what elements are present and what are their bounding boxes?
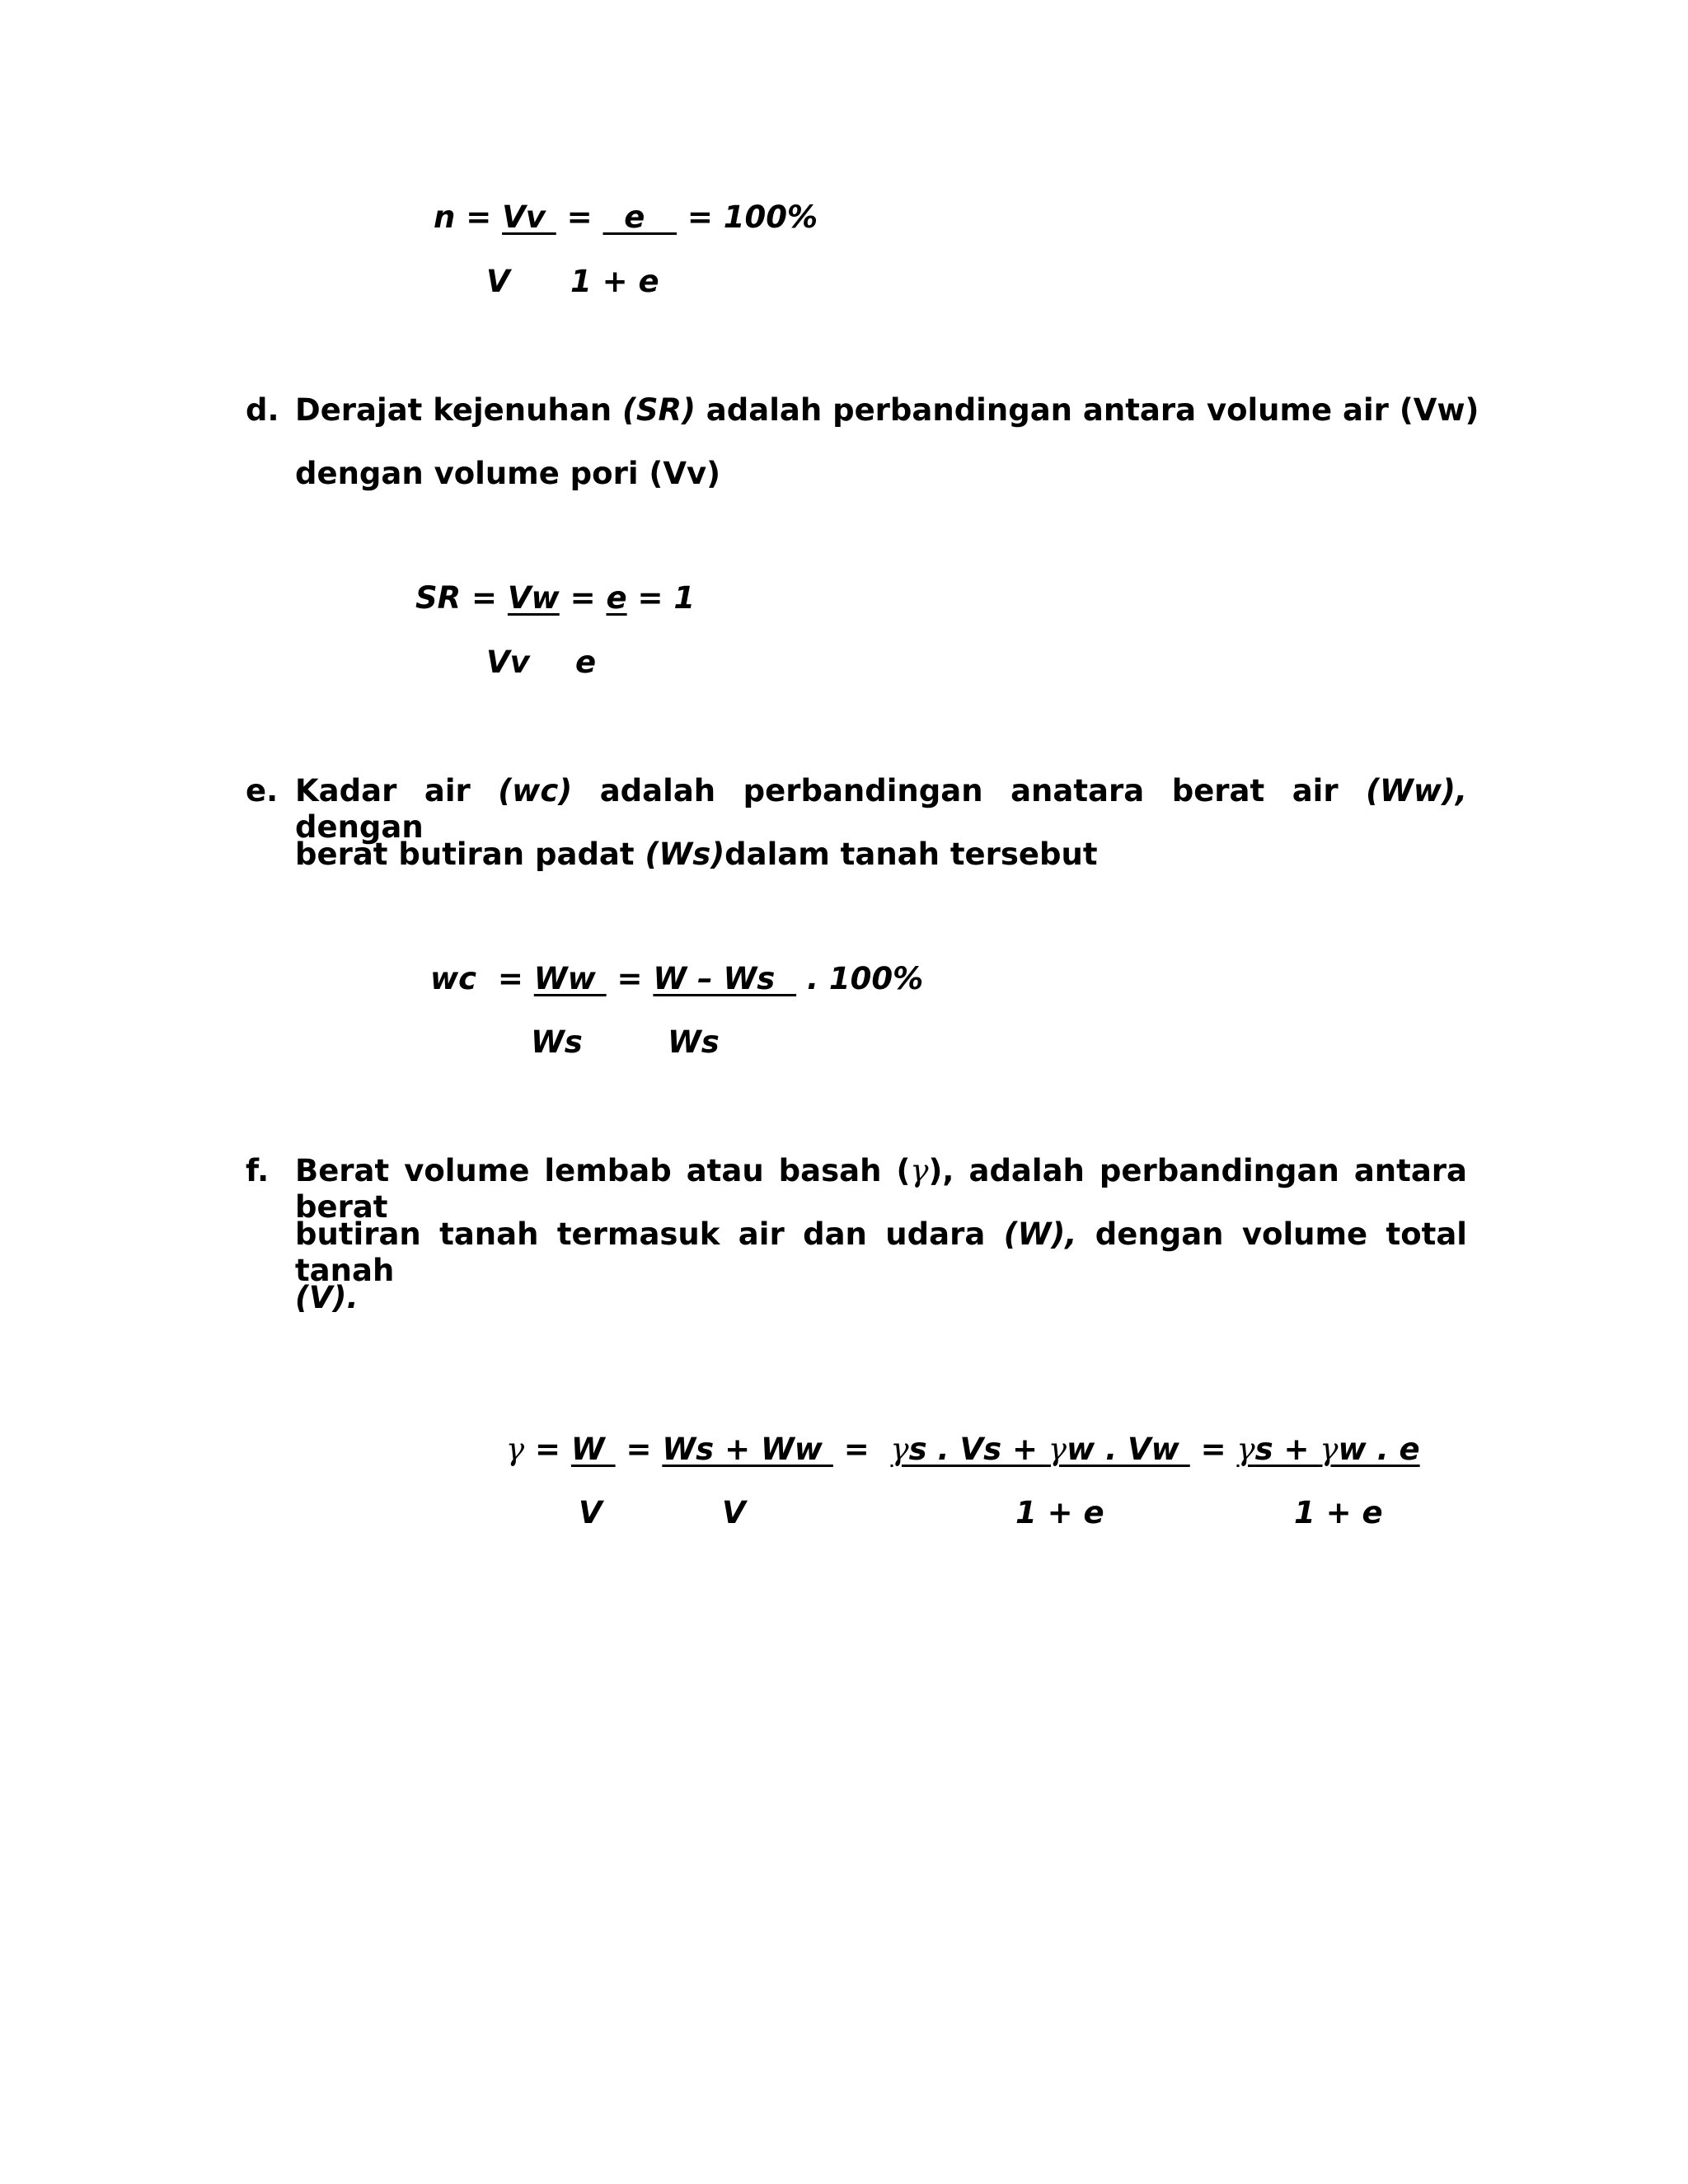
formula-water-content (430, 961, 923, 997)
item-text: Berat volume lembab atau basah ( (295, 1153, 911, 1188)
item-term: (Ww), (1366, 773, 1467, 808)
formula-term: s . Vs + (908, 1432, 1048, 1467)
item-text: butiran tanah termasuk air dan udara (295, 1216, 1004, 1252)
formula-equals: = (606, 961, 654, 996)
formula-denominator: 1 + e (570, 264, 659, 299)
formula-porosity (434, 199, 818, 236)
list-marker-f (246, 1153, 269, 1189)
formula-lhs: SR = (415, 580, 508, 616)
formula-saturation-denominator-1 (486, 644, 530, 681)
item-text: dalam tanah tersebut (724, 837, 1098, 872)
item-term: (V). (295, 1280, 359, 1315)
formula-bulk-unit-weight (506, 1432, 1420, 1468)
item-text: dengan volume total tanah (295, 1216, 1467, 1288)
item-text: adalah perbandingan antara volume air (Vw) (695, 392, 1479, 428)
formula-numerator (891, 1432, 1190, 1467)
formula-result: = 1 (626, 580, 696, 616)
item-d-line-2 (295, 456, 720, 492)
formula-denominator: V (722, 1495, 746, 1530)
formula-numerator: W (570, 1432, 616, 1467)
formula-denominator: Vv (486, 644, 530, 680)
list-marker-label: f. (246, 1153, 270, 1188)
gamma-symbol: γ (1320, 1432, 1339, 1467)
formula-equals: = (615, 1432, 663, 1467)
item-e-line-2 (295, 837, 1098, 873)
formula-numerator: Vv (502, 199, 556, 235)
formula-numerator: e (603, 199, 678, 235)
item-term: (wc) (498, 773, 573, 808)
item-f-line-2 (295, 1216, 1467, 1289)
formula-porosity-denominator-1 (486, 264, 510, 300)
list-marker-e (246, 773, 278, 809)
gamma-symbol: γ (506, 1432, 525, 1467)
formula-lhs: wc = (430, 961, 534, 996)
gamma-symbol: γ (1048, 1432, 1067, 1467)
item-text: dengan volume pori (Vv) (295, 456, 720, 491)
formula-numerator: e (606, 580, 627, 616)
formula-numerator: Vw (507, 580, 560, 616)
formula-denominator: 1 + e (1294, 1495, 1383, 1530)
formula-equals: = (556, 199, 603, 235)
formula-numerator: Ww (533, 961, 607, 996)
formula-water-content-denominator-1 (531, 1024, 583, 1061)
item-term: (W), (1003, 1216, 1077, 1252)
list-marker-d (246, 392, 279, 429)
formula-denominator: e (575, 644, 597, 680)
formula-water-content-denominator-2 (668, 1024, 720, 1061)
list-marker-label: e. (246, 773, 279, 808)
formula-equals: = (524, 1432, 571, 1467)
gamma-symbol: γ (1236, 1432, 1255, 1467)
formula-lhs: n = (434, 199, 503, 235)
formula-result: = 100% (677, 199, 818, 235)
list-marker-label: d. (246, 392, 279, 428)
formula-bulk-unit-weight-denominator-2 (722, 1495, 746, 1531)
formula-numerator: Ws + Ww (662, 1432, 833, 1467)
formula-denominator: Ws (531, 1024, 583, 1060)
item-text: adalah perbandingan anatara berat air (572, 773, 1367, 808)
formula-denominator: V (486, 264, 510, 299)
item-text: Derajat kejenuhan (295, 392, 622, 428)
formula-result: . 100% (796, 961, 924, 996)
formula-bulk-unit-weight-denominator-1 (579, 1495, 603, 1531)
formula-equals: = (832, 1432, 891, 1467)
formula-term: s + (1254, 1432, 1320, 1467)
formula-saturation (415, 580, 695, 616)
formula-porosity-denominator-2 (570, 264, 659, 300)
item-e-line-1 (295, 773, 1467, 846)
formula-equals: = (559, 580, 607, 616)
formula-denominator: Ws (668, 1024, 720, 1060)
formula-bulk-unit-weight-denominator-3 (1015, 1495, 1104, 1531)
item-d-line-1 (295, 392, 1479, 429)
formula-term: w . Vw (1067, 1432, 1190, 1467)
formula-denominator: 1 + e (1015, 1495, 1104, 1530)
formula-denominator: V (579, 1495, 603, 1530)
formula-term: w . e (1338, 1432, 1420, 1467)
gamma-symbol: γ (910, 1153, 929, 1188)
formula-numerator: W – Ws (653, 961, 797, 996)
formula-bulk-unit-weight-denominator-4 (1294, 1495, 1383, 1531)
gamma-symbol: γ (890, 1432, 909, 1467)
formula-saturation-denominator-2 (575, 644, 596, 681)
item-text: Kadar air (295, 773, 499, 808)
item-text: dengan (295, 809, 424, 845)
item-text: ), adalah perbandingan antara berat (295, 1153, 1467, 1225)
item-f-line-3 (295, 1280, 359, 1316)
formula-numerator (1236, 1432, 1419, 1467)
item-term: (SR) (621, 392, 696, 428)
formula-equals: = (1189, 1432, 1237, 1467)
item-f-line-1 (295, 1153, 1467, 1226)
item-text: berat butiran padat (295, 837, 645, 872)
item-term: (Ws) (645, 837, 725, 872)
